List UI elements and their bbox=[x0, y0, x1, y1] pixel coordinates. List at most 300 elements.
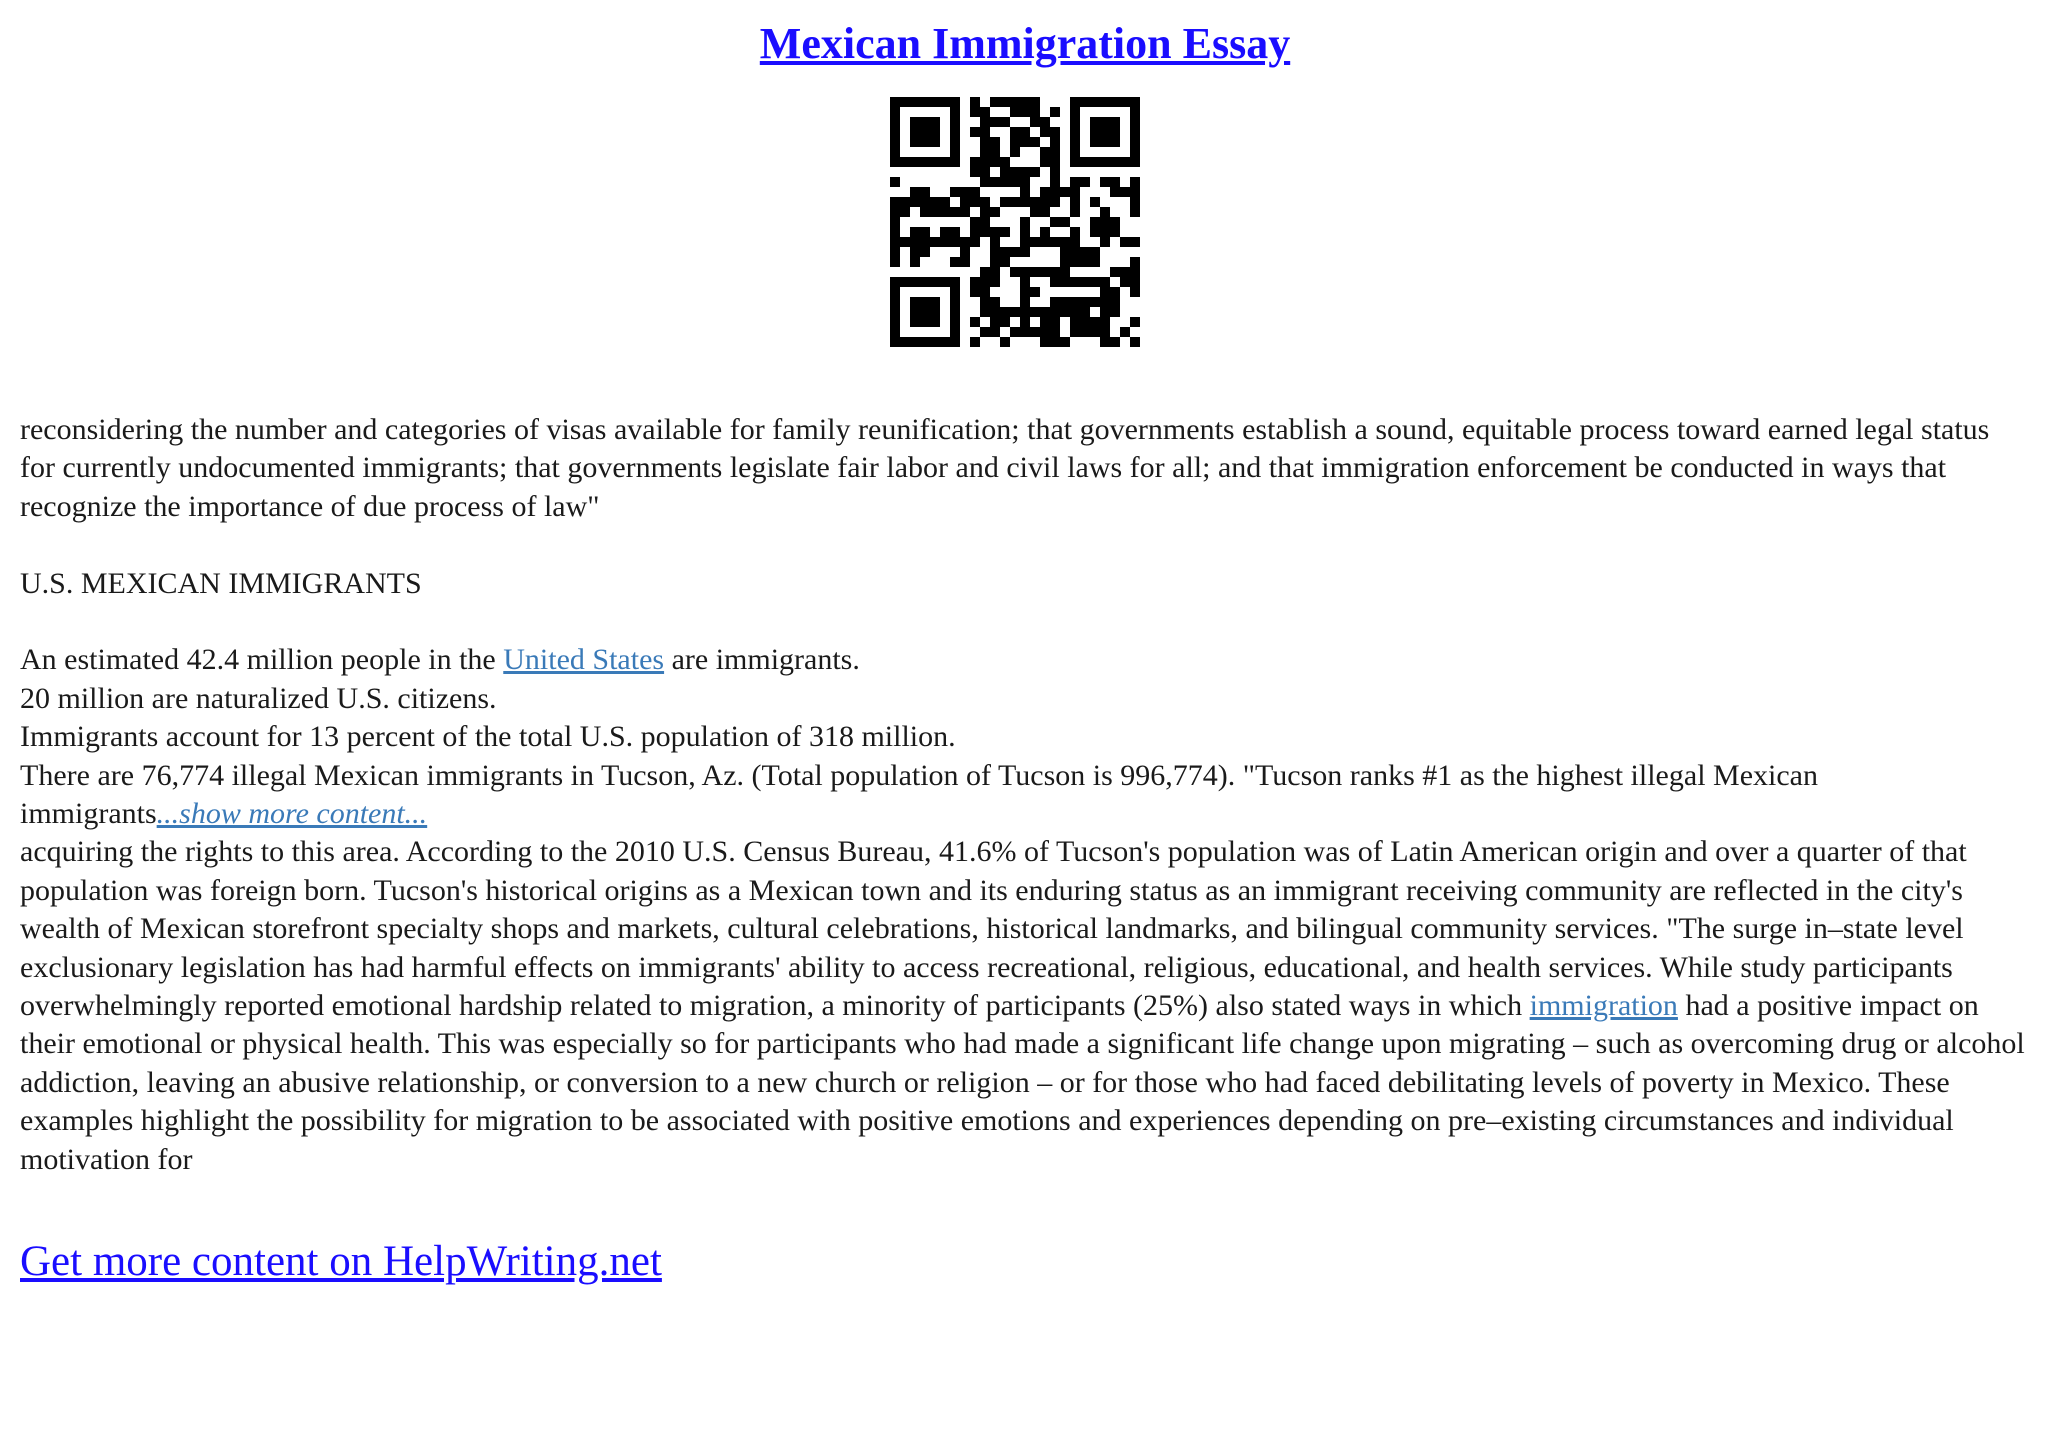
qr-module bbox=[950, 157, 960, 167]
qr-module bbox=[1100, 117, 1110, 127]
qr-module bbox=[920, 317, 930, 327]
qr-module bbox=[1130, 337, 1140, 347]
qr-module bbox=[950, 337, 960, 347]
qr-module bbox=[950, 187, 960, 197]
qr-module bbox=[930, 137, 940, 147]
qr-module bbox=[950, 117, 960, 127]
qr-module bbox=[1110, 287, 1120, 297]
qr-module bbox=[1070, 207, 1080, 217]
qr-module bbox=[1130, 267, 1140, 277]
qr-module bbox=[970, 187, 980, 197]
qr-module bbox=[1050, 237, 1060, 247]
qr-module bbox=[1050, 177, 1060, 187]
qr-module bbox=[920, 247, 930, 257]
qr-module bbox=[1130, 157, 1140, 167]
qr-module bbox=[920, 207, 930, 217]
qr-module bbox=[1010, 267, 1020, 277]
qr-module bbox=[1060, 337, 1070, 347]
qr-module bbox=[950, 307, 960, 317]
qr-module bbox=[920, 157, 930, 167]
qr-module bbox=[1120, 97, 1130, 107]
qr-module bbox=[1070, 107, 1080, 117]
qr-module bbox=[1040, 227, 1050, 237]
spacer bbox=[20, 526, 2030, 564]
qr-module bbox=[1050, 307, 1060, 317]
qr-module bbox=[970, 167, 980, 177]
qr-module bbox=[1130, 97, 1140, 107]
immigration-link[interactable]: immigration bbox=[1529, 989, 1678, 1023]
qr-module bbox=[1000, 97, 1010, 107]
qr-module bbox=[1050, 217, 1060, 227]
qr-module bbox=[930, 127, 940, 137]
qr-module bbox=[1100, 327, 1110, 337]
qr-module bbox=[890, 107, 900, 117]
qr-module bbox=[1040, 327, 1050, 337]
qr-module bbox=[1110, 267, 1120, 277]
qr-module bbox=[1020, 97, 1030, 107]
qr-module bbox=[1100, 287, 1110, 297]
qr-module bbox=[1120, 277, 1130, 287]
page-title-link[interactable]: Mexican Immigration Essay bbox=[759, 19, 1291, 68]
qr-module bbox=[920, 197, 930, 207]
qr-module bbox=[970, 237, 980, 247]
qr-module bbox=[890, 127, 900, 137]
qr-module bbox=[1050, 337, 1060, 347]
qr-module bbox=[1070, 227, 1080, 237]
qr-module bbox=[1090, 247, 1100, 257]
qr-module bbox=[1010, 247, 1020, 257]
qr-module bbox=[1130, 277, 1140, 287]
qr-module bbox=[1090, 117, 1100, 127]
qr-module bbox=[1130, 197, 1140, 207]
qr-module bbox=[1030, 117, 1040, 127]
qr-module bbox=[990, 257, 1000, 267]
show-more-link[interactable]: ...show more content... bbox=[156, 797, 428, 831]
qr-module bbox=[1030, 137, 1040, 147]
qr-module bbox=[980, 107, 990, 117]
qr-module bbox=[1070, 187, 1080, 197]
qr-module bbox=[890, 157, 900, 167]
qr-module bbox=[930, 157, 940, 167]
qr-module bbox=[1030, 107, 1040, 117]
qr-module bbox=[1060, 257, 1070, 267]
spacer bbox=[20, 603, 2030, 641]
qr-module bbox=[890, 307, 900, 317]
qr-module bbox=[920, 277, 930, 287]
qr-module bbox=[1100, 227, 1110, 237]
qr-module bbox=[1050, 327, 1060, 337]
qr-module bbox=[930, 307, 940, 317]
qr-module bbox=[990, 317, 1000, 327]
qr-module bbox=[1020, 127, 1030, 137]
qr-module bbox=[1060, 247, 1070, 257]
qr-module bbox=[930, 277, 940, 287]
qr-module bbox=[950, 147, 960, 157]
qr-module bbox=[920, 117, 930, 127]
qr-module bbox=[1020, 327, 1030, 337]
qr-module bbox=[1110, 297, 1120, 307]
qr-module bbox=[940, 277, 950, 287]
qr-module bbox=[1070, 327, 1080, 337]
qr-module bbox=[1030, 267, 1040, 277]
qr-module bbox=[1080, 247, 1090, 257]
qr-module bbox=[950, 127, 960, 137]
qr-module bbox=[1080, 307, 1090, 317]
qr-module bbox=[990, 147, 1000, 157]
qr-module bbox=[990, 117, 1000, 127]
qr-module bbox=[980, 327, 990, 337]
qr-module bbox=[920, 237, 930, 247]
qr-module bbox=[1020, 107, 1030, 117]
qr-module bbox=[1110, 127, 1120, 137]
qr-module bbox=[970, 97, 980, 107]
qr-code-container bbox=[0, 97, 2030, 347]
qr-module bbox=[920, 97, 930, 107]
qr-module bbox=[1100, 207, 1110, 217]
qr-module bbox=[1130, 147, 1140, 157]
qr-module bbox=[950, 107, 960, 117]
qr-module bbox=[1010, 167, 1020, 177]
qr-module bbox=[890, 207, 900, 217]
qr-module bbox=[890, 97, 900, 107]
qr-module bbox=[1130, 117, 1140, 127]
qr-module bbox=[1070, 147, 1080, 157]
qr-module bbox=[890, 147, 900, 157]
qr-module bbox=[980, 277, 990, 287]
qr-module bbox=[980, 177, 990, 187]
qr-module bbox=[980, 137, 990, 147]
qr-module bbox=[980, 157, 990, 167]
qr-module bbox=[920, 307, 930, 317]
qr-module bbox=[1100, 217, 1110, 227]
stat-line-text: An estimated 42.4 million people in the bbox=[20, 643, 504, 677]
qr-module bbox=[1030, 307, 1040, 317]
qr-module bbox=[1060, 237, 1070, 247]
qr-module bbox=[960, 207, 970, 217]
qr-module bbox=[1080, 97, 1090, 107]
qr-module bbox=[950, 277, 960, 287]
qr-module bbox=[1060, 297, 1070, 307]
qr-module bbox=[980, 207, 990, 217]
qr-module bbox=[1050, 157, 1060, 167]
qr-module bbox=[890, 237, 900, 247]
qr-module bbox=[1130, 107, 1140, 117]
qr-module bbox=[910, 237, 920, 247]
qr-module bbox=[980, 117, 990, 127]
qr-code-image bbox=[890, 97, 1140, 347]
qr-module bbox=[970, 337, 980, 347]
qr-module bbox=[1070, 117, 1080, 127]
qr-module bbox=[1000, 257, 1010, 267]
qr-module bbox=[930, 297, 940, 307]
qr-module bbox=[980, 127, 990, 137]
stat-line-tucson bbox=[20, 757, 2030, 834]
qr-module bbox=[1020, 177, 1030, 187]
qr-module bbox=[1040, 157, 1050, 167]
qr-module bbox=[1000, 227, 1010, 237]
qr-module bbox=[910, 127, 920, 137]
united-states-link[interactable]: United States bbox=[503, 643, 665, 677]
qr-module bbox=[920, 127, 930, 137]
qr-module bbox=[1070, 157, 1080, 167]
qr-module bbox=[980, 197, 990, 207]
qr-module bbox=[1050, 137, 1060, 147]
qr-module bbox=[1020, 307, 1030, 317]
qr-module bbox=[950, 227, 960, 237]
qr-module bbox=[1070, 277, 1080, 287]
stat-line-citizens: 20 million are naturalized U.S. citizens. bbox=[20, 681, 497, 715]
qr-module bbox=[1110, 187, 1120, 197]
qr-module bbox=[1130, 287, 1140, 297]
paragraph-text: acquiring the rights to this area. According to the 2010 U.S. Census Bureau, 41.6% of Tucson's population was of Latin American origin and over a quarter of that population was foreign born. Tucson's historical origins as a Mexican town and its enduring status as an immigrant receiving community are reflected in the city's wealth of Mexican storefront specialty shops and markets, cultural celebrations, historical landmarks, and bilingual community services. "The surge in–state level exclusionary legislation has had harmful effects on immigrants' ability to access recreational, religious, educational, and health services. While study participants overwhelmingly reported emotional hardship related to migration, a minority of participants (25%) also stated ways in which bbox=[20, 835, 1967, 1023]
paragraph-text: had a positive impact on their emotional or physical health. This was especially so for participants who had made a significant life change upon migrating – such as overcoming drug or alcohol addiction, leaving an abusive relationship, or conversion to a new church or religion – or for those who had faced debilitating levels of poverty in Mexico. These examples highlight the possibility for migration to be associated with positive emotions and experiences depending on pre–existing circumstances and individual motivation for bbox=[20, 989, 2025, 1176]
qr-module bbox=[890, 337, 900, 347]
qr-module bbox=[890, 197, 900, 207]
qr-module bbox=[930, 97, 940, 107]
qr-module bbox=[990, 277, 1000, 287]
qr-module bbox=[1110, 227, 1120, 237]
qr-module bbox=[970, 127, 980, 137]
qr-module bbox=[1090, 297, 1100, 307]
title-container bbox=[20, 0, 2030, 69]
qr-module bbox=[990, 327, 1000, 337]
qr-module bbox=[890, 257, 900, 267]
qr-module bbox=[910, 317, 920, 327]
qr-module bbox=[930, 317, 940, 327]
main-paragraph bbox=[20, 833, 2030, 1179]
qr-module bbox=[1110, 177, 1120, 187]
qr-module bbox=[1050, 147, 1060, 157]
qr-module bbox=[930, 337, 940, 347]
qr-module bbox=[1090, 257, 1100, 267]
qr-module bbox=[1110, 137, 1120, 147]
qr-module bbox=[940, 207, 950, 217]
qr-module bbox=[1040, 237, 1050, 247]
qr-module bbox=[960, 187, 970, 197]
qr-module bbox=[980, 227, 990, 237]
qr-module bbox=[950, 327, 960, 337]
qr-module bbox=[970, 287, 980, 297]
qr-module bbox=[900, 237, 910, 247]
qr-module bbox=[1130, 237, 1140, 247]
qr-module bbox=[910, 157, 920, 167]
qr-module bbox=[910, 227, 920, 237]
qr-module bbox=[1010, 137, 1020, 147]
qr-module bbox=[1000, 117, 1010, 127]
qr-module bbox=[1030, 197, 1040, 207]
qr-module bbox=[1020, 277, 1030, 287]
qr-module bbox=[1030, 287, 1040, 297]
stat-line-immigrants bbox=[20, 641, 2030, 679]
qr-module bbox=[910, 117, 920, 127]
qr-module bbox=[1070, 127, 1080, 137]
qr-module bbox=[1100, 237, 1110, 247]
qr-module bbox=[990, 297, 1000, 307]
qr-module bbox=[1000, 247, 1010, 257]
qr-module bbox=[1100, 277, 1110, 287]
qr-module bbox=[1020, 187, 1030, 197]
qr-module bbox=[1070, 177, 1080, 187]
qr-module bbox=[950, 317, 960, 327]
qr-module bbox=[980, 307, 990, 317]
qr-module bbox=[1100, 337, 1110, 347]
qr-module bbox=[1130, 187, 1140, 197]
qr-module bbox=[1110, 117, 1120, 127]
qr-module bbox=[990, 137, 1000, 147]
qr-module bbox=[1060, 217, 1070, 227]
qr-module bbox=[940, 197, 950, 207]
qr-module bbox=[1050, 167, 1060, 177]
qr-module bbox=[980, 147, 990, 157]
qr-module bbox=[1010, 127, 1020, 137]
qr-module bbox=[990, 227, 1000, 237]
qr-module bbox=[1130, 137, 1140, 147]
qr-module bbox=[1030, 167, 1040, 177]
qr-module bbox=[1110, 157, 1120, 167]
qr-module bbox=[1130, 177, 1140, 187]
qr-module bbox=[1100, 127, 1110, 137]
qr-module bbox=[900, 197, 910, 207]
qr-module bbox=[1060, 277, 1070, 287]
qr-module bbox=[960, 237, 970, 247]
qr-module bbox=[930, 237, 940, 247]
qr-module bbox=[1020, 287, 1030, 297]
qr-module bbox=[1110, 307, 1120, 317]
stat-line-text: are immigrants. bbox=[664, 643, 860, 677]
qr-module bbox=[960, 257, 970, 267]
qr-module bbox=[1070, 197, 1080, 207]
qr-module bbox=[910, 97, 920, 107]
qr-module bbox=[1040, 187, 1050, 197]
qr-module bbox=[950, 137, 960, 147]
qr-module bbox=[930, 197, 940, 207]
qr-module bbox=[1110, 337, 1120, 347]
qr-module bbox=[1040, 197, 1050, 207]
qr-module bbox=[1010, 177, 1020, 187]
qr-module bbox=[970, 277, 980, 287]
qr-module bbox=[1080, 297, 1090, 307]
qr-module bbox=[1020, 297, 1030, 307]
qr-module bbox=[1010, 327, 1020, 337]
qr-module bbox=[1080, 317, 1090, 327]
qr-module bbox=[900, 157, 910, 167]
qr-module bbox=[1050, 277, 1060, 287]
qr-module bbox=[920, 187, 930, 197]
qr-module bbox=[1120, 187, 1130, 197]
qr-module bbox=[990, 237, 1000, 247]
qr-module bbox=[910, 297, 920, 307]
qr-module bbox=[1080, 327, 1090, 337]
qr-module bbox=[940, 157, 950, 167]
qr-module bbox=[1050, 267, 1060, 277]
qr-module bbox=[1050, 197, 1060, 207]
qr-module bbox=[1110, 217, 1120, 227]
qr-module bbox=[1040, 127, 1050, 137]
qr-module bbox=[1110, 97, 1120, 107]
qr-module bbox=[910, 187, 920, 197]
document-page bbox=[20, 0, 2030, 1286]
qr-module bbox=[1050, 317, 1060, 327]
qr-module bbox=[1100, 307, 1110, 317]
qr-module bbox=[1030, 237, 1040, 247]
qr-module bbox=[1090, 157, 1100, 167]
qr-module bbox=[1100, 137, 1110, 147]
qr-module bbox=[920, 297, 930, 307]
qr-module bbox=[910, 307, 920, 317]
qr-module bbox=[930, 207, 940, 217]
qr-module bbox=[1000, 197, 1010, 207]
qr-module bbox=[980, 217, 990, 227]
qr-module bbox=[1040, 207, 1050, 217]
qr-module bbox=[940, 227, 950, 237]
qr-module bbox=[1060, 267, 1070, 277]
qr-module bbox=[1080, 257, 1090, 267]
stat-line-percent: Immigrants account for 13 percent of the total U.S. population of 318 million. bbox=[20, 720, 956, 754]
qr-module bbox=[950, 297, 960, 307]
qr-module bbox=[960, 197, 970, 207]
qr-module bbox=[950, 257, 960, 267]
qr-module bbox=[1000, 157, 1010, 167]
qr-module bbox=[1030, 207, 1040, 217]
qr-module bbox=[920, 337, 930, 347]
qr-module bbox=[900, 207, 910, 217]
qr-module bbox=[890, 247, 900, 257]
qr-module bbox=[970, 317, 980, 327]
qr-module bbox=[1070, 237, 1080, 247]
qr-module bbox=[1080, 177, 1090, 187]
qr-module bbox=[1120, 157, 1130, 167]
qr-module bbox=[900, 277, 910, 287]
qr-module bbox=[1050, 107, 1060, 117]
qr-module bbox=[1040, 317, 1050, 327]
qr-module bbox=[1000, 317, 1010, 327]
qr-module bbox=[1040, 147, 1050, 157]
qr-module bbox=[960, 247, 970, 257]
qr-module bbox=[920, 227, 930, 237]
qr-module bbox=[970, 227, 980, 237]
qr-module bbox=[1090, 137, 1100, 147]
qr-module bbox=[1050, 127, 1060, 137]
qr-module bbox=[1100, 317, 1110, 327]
qr-module bbox=[1130, 207, 1140, 217]
helpwriting-link[interactable]: Get more content on HelpWriting.net bbox=[20, 1238, 662, 1286]
qr-module bbox=[950, 237, 960, 247]
qr-module bbox=[1100, 177, 1110, 187]
qr-module bbox=[940, 97, 950, 107]
qr-module bbox=[1010, 107, 1020, 117]
qr-module bbox=[1000, 177, 1010, 187]
qr-module bbox=[1070, 317, 1080, 327]
qr-module bbox=[1010, 97, 1020, 107]
qr-module bbox=[1090, 227, 1100, 237]
qr-module bbox=[1060, 307, 1070, 317]
qr-module bbox=[1090, 317, 1100, 327]
qr-module bbox=[1020, 197, 1030, 207]
qr-module bbox=[1040, 267, 1050, 277]
qr-module bbox=[1080, 157, 1090, 167]
qr-module bbox=[1070, 97, 1080, 107]
qr-module bbox=[1070, 257, 1080, 267]
qr-module bbox=[1040, 117, 1050, 127]
qr-module bbox=[1120, 327, 1130, 337]
qr-module bbox=[1070, 297, 1080, 307]
qr-module bbox=[980, 267, 990, 277]
qr-module bbox=[990, 177, 1000, 187]
qr-module bbox=[910, 337, 920, 347]
qr-module bbox=[890, 137, 900, 147]
qr-module bbox=[1080, 277, 1090, 287]
qr-module bbox=[890, 297, 900, 307]
